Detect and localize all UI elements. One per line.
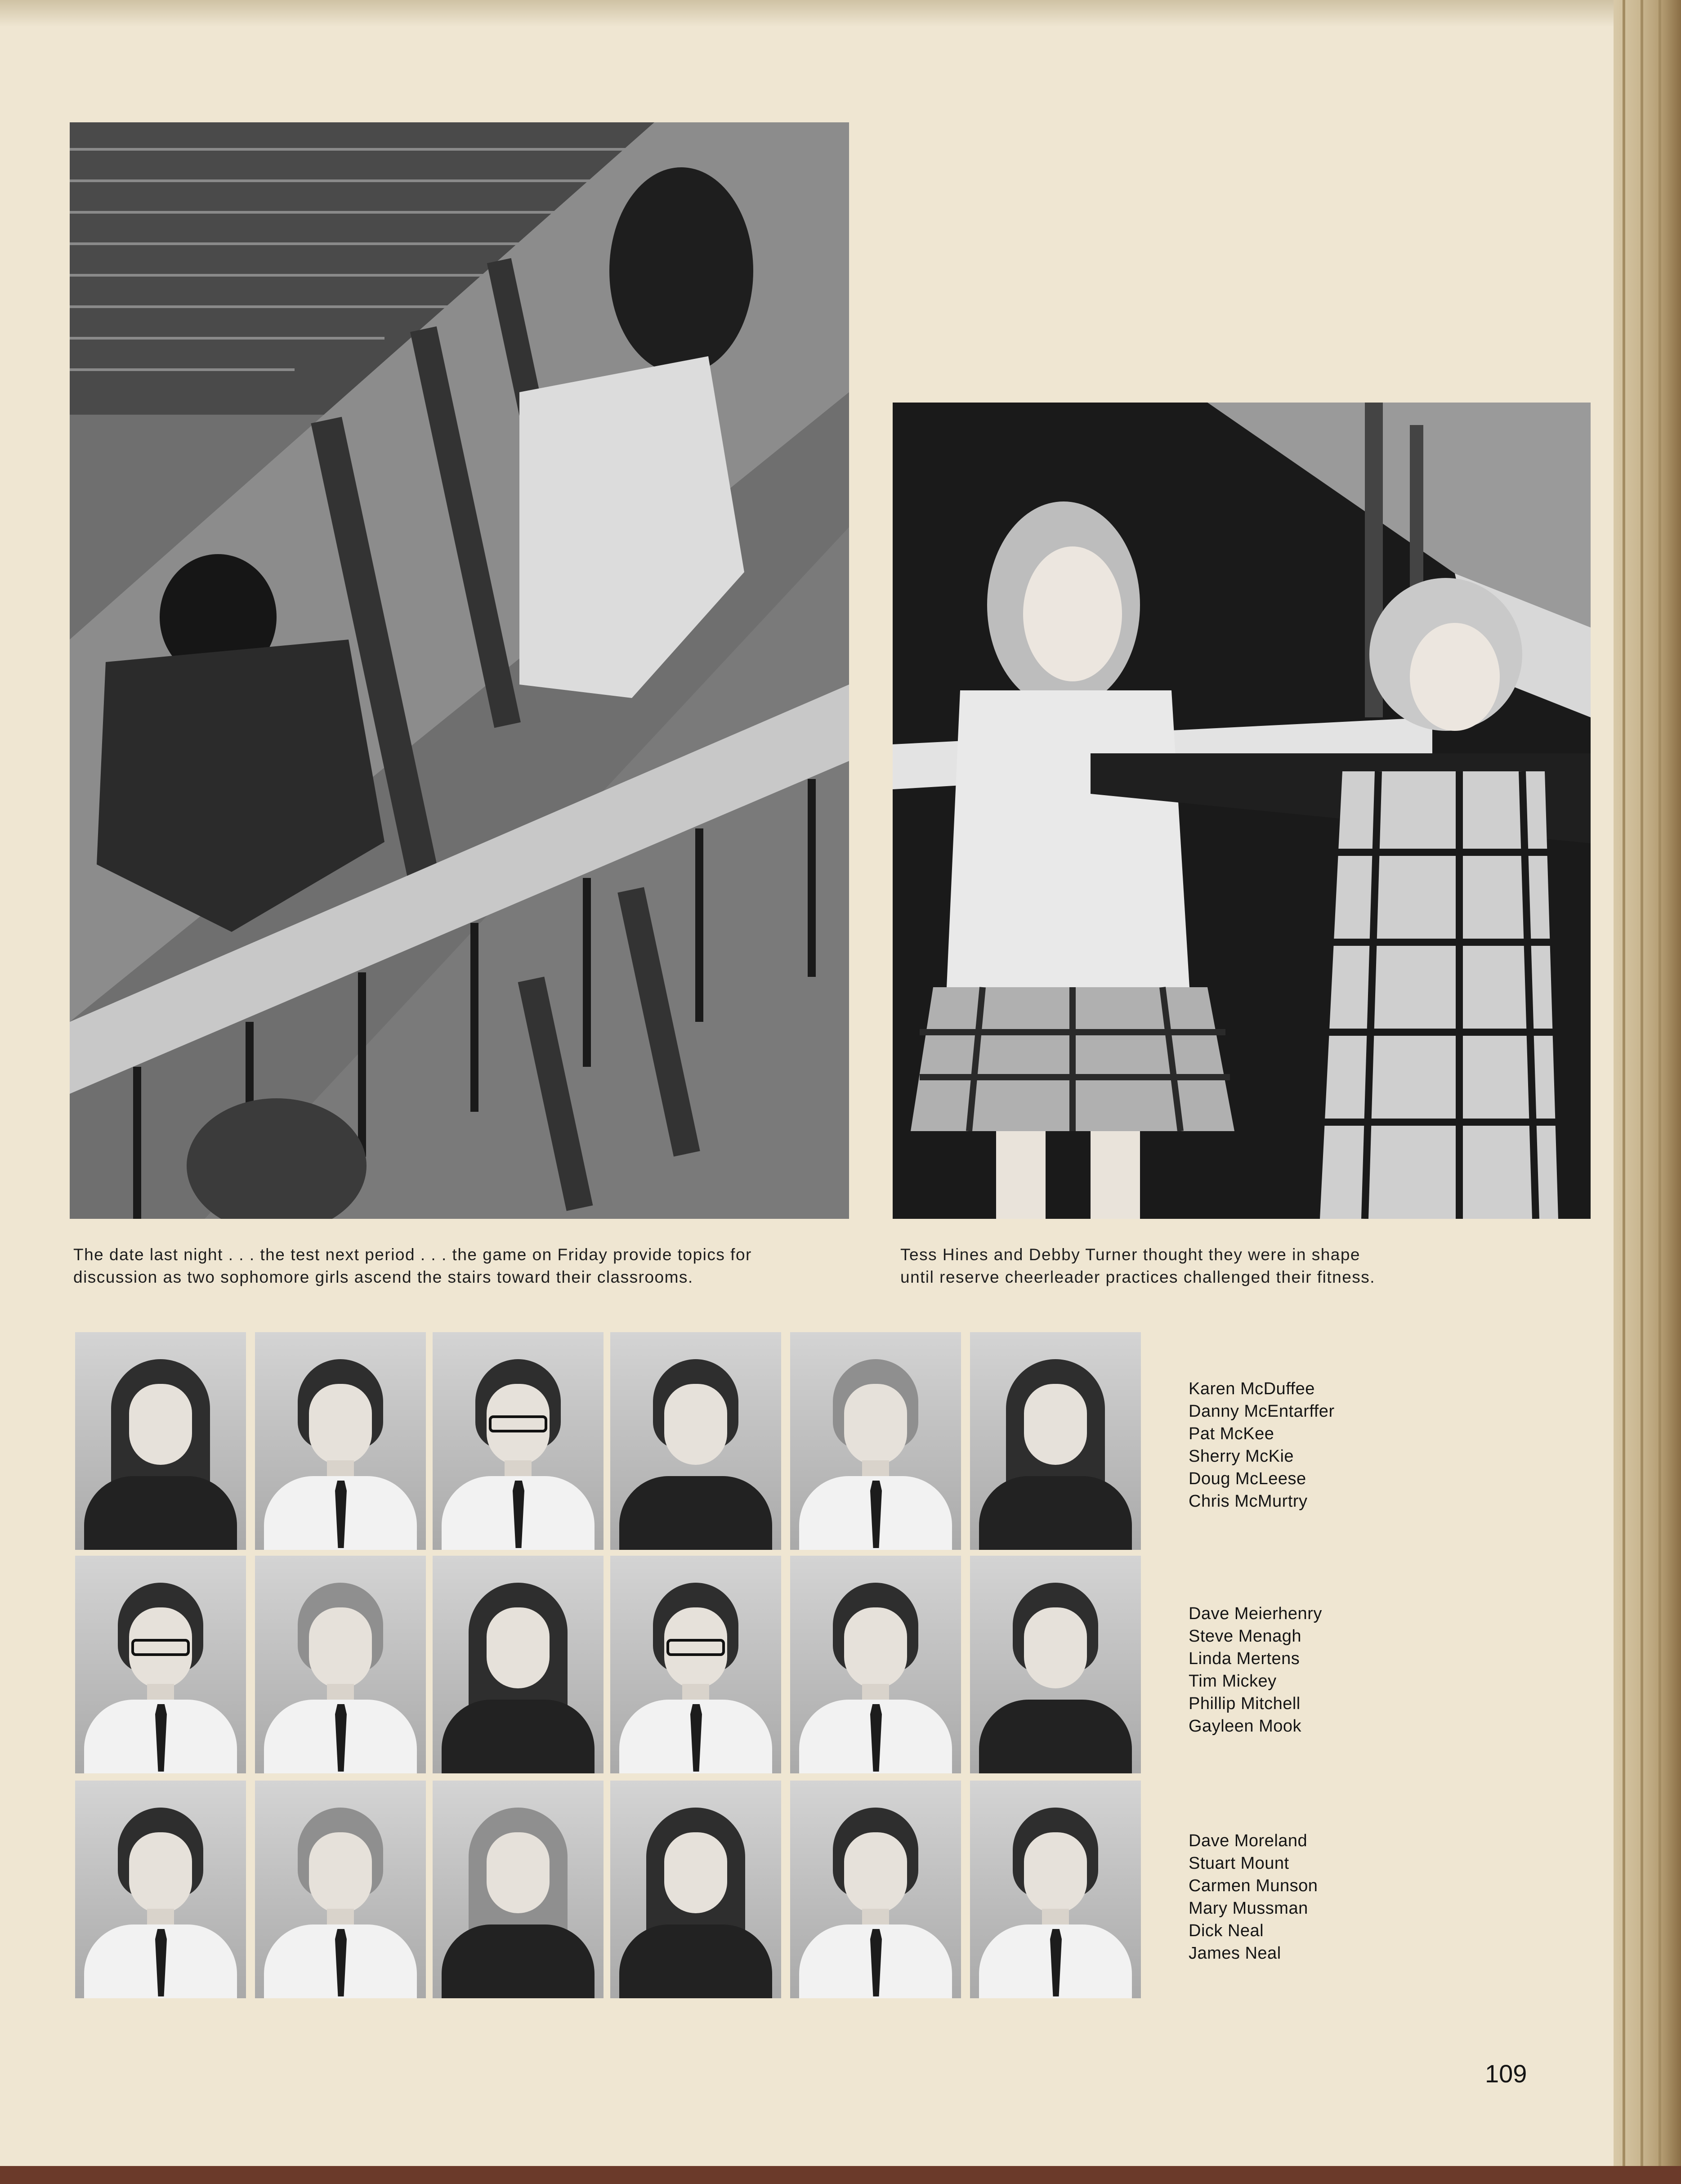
- portrait-photo: [970, 1781, 1141, 1998]
- portrait-photo: [790, 1556, 961, 1773]
- student-name: Phillip Mitchell: [1189, 1694, 1301, 1713]
- student-name: Chris McMurtry: [1189, 1492, 1308, 1511]
- student-name: Steve Menagh: [1189, 1627, 1302, 1646]
- portrait-photo: [790, 1332, 961, 1550]
- name-list-row-2: [1189, 1602, 1322, 1737]
- cheerleaders-photo: [893, 403, 1591, 1219]
- portrait-photo: [790, 1781, 961, 1998]
- caption-line: The date last night . . . the test next period . . . the game on Friday provide topics for: [73, 1245, 752, 1264]
- book-page-edge: [1614, 0, 1681, 2184]
- portrait-photo: [433, 1556, 604, 1773]
- portrait-photo: [255, 1332, 426, 1550]
- cheerleaders-caption: [900, 1244, 1375, 1289]
- name-list-row-1: [1189, 1378, 1335, 1513]
- page-number: 109: [1485, 2059, 1527, 2088]
- student-name: Dave Meierhenry: [1189, 1604, 1322, 1623]
- portrait-photo: [433, 1781, 604, 1998]
- page-top-shadow: [0, 0, 1619, 27]
- student-name: Linda Mertens: [1189, 1649, 1300, 1668]
- portrait-photo: [255, 1781, 426, 1998]
- student-name: Stuart Mount: [1189, 1854, 1289, 1873]
- portrait-photo: [75, 1556, 246, 1773]
- portrait-photo: [970, 1556, 1141, 1773]
- portrait-photo: [255, 1556, 426, 1773]
- portrait-photo: [610, 1781, 781, 1998]
- portrait-photo: [75, 1332, 246, 1550]
- student-name: Sherry McKie: [1189, 1447, 1294, 1466]
- student-name: Tim Mickey: [1189, 1672, 1277, 1691]
- caption-line: discussion as two sophomore girls ascend the stairs toward their classrooms.: [73, 1268, 693, 1286]
- student-name: Danny McEntarffer: [1189, 1402, 1335, 1421]
- stairwell-photo: [70, 122, 849, 1219]
- student-name: Gayleen Mook: [1189, 1717, 1302, 1736]
- student-name: Mary Mussman: [1189, 1899, 1308, 1918]
- portrait-photo: [610, 1556, 781, 1773]
- portrait-photo: [75, 1781, 246, 1998]
- student-name: Dick Neal: [1189, 1921, 1264, 1940]
- student-name: Carmen Munson: [1189, 1876, 1318, 1895]
- student-name: Karen McDuffee: [1189, 1379, 1315, 1398]
- name-list-row-3: [1189, 1830, 1318, 1965]
- student-name: Doug McLeese: [1189, 1469, 1306, 1488]
- book-cover-edge: [0, 2166, 1681, 2184]
- portrait-photo: [610, 1332, 781, 1550]
- portrait-photo: [433, 1332, 604, 1550]
- caption-line: until reserve cheerleader practices challenged their fitness.: [900, 1268, 1376, 1286]
- student-name: Dave Moreland: [1189, 1831, 1308, 1850]
- caption-line: Tess Hines and Debby Turner thought they were in shape: [900, 1245, 1361, 1264]
- stairwell-caption: [73, 1244, 752, 1289]
- student-name: Pat McKee: [1189, 1424, 1274, 1443]
- portrait-photo: [970, 1332, 1141, 1550]
- student-name: James Neal: [1189, 1944, 1281, 1963]
